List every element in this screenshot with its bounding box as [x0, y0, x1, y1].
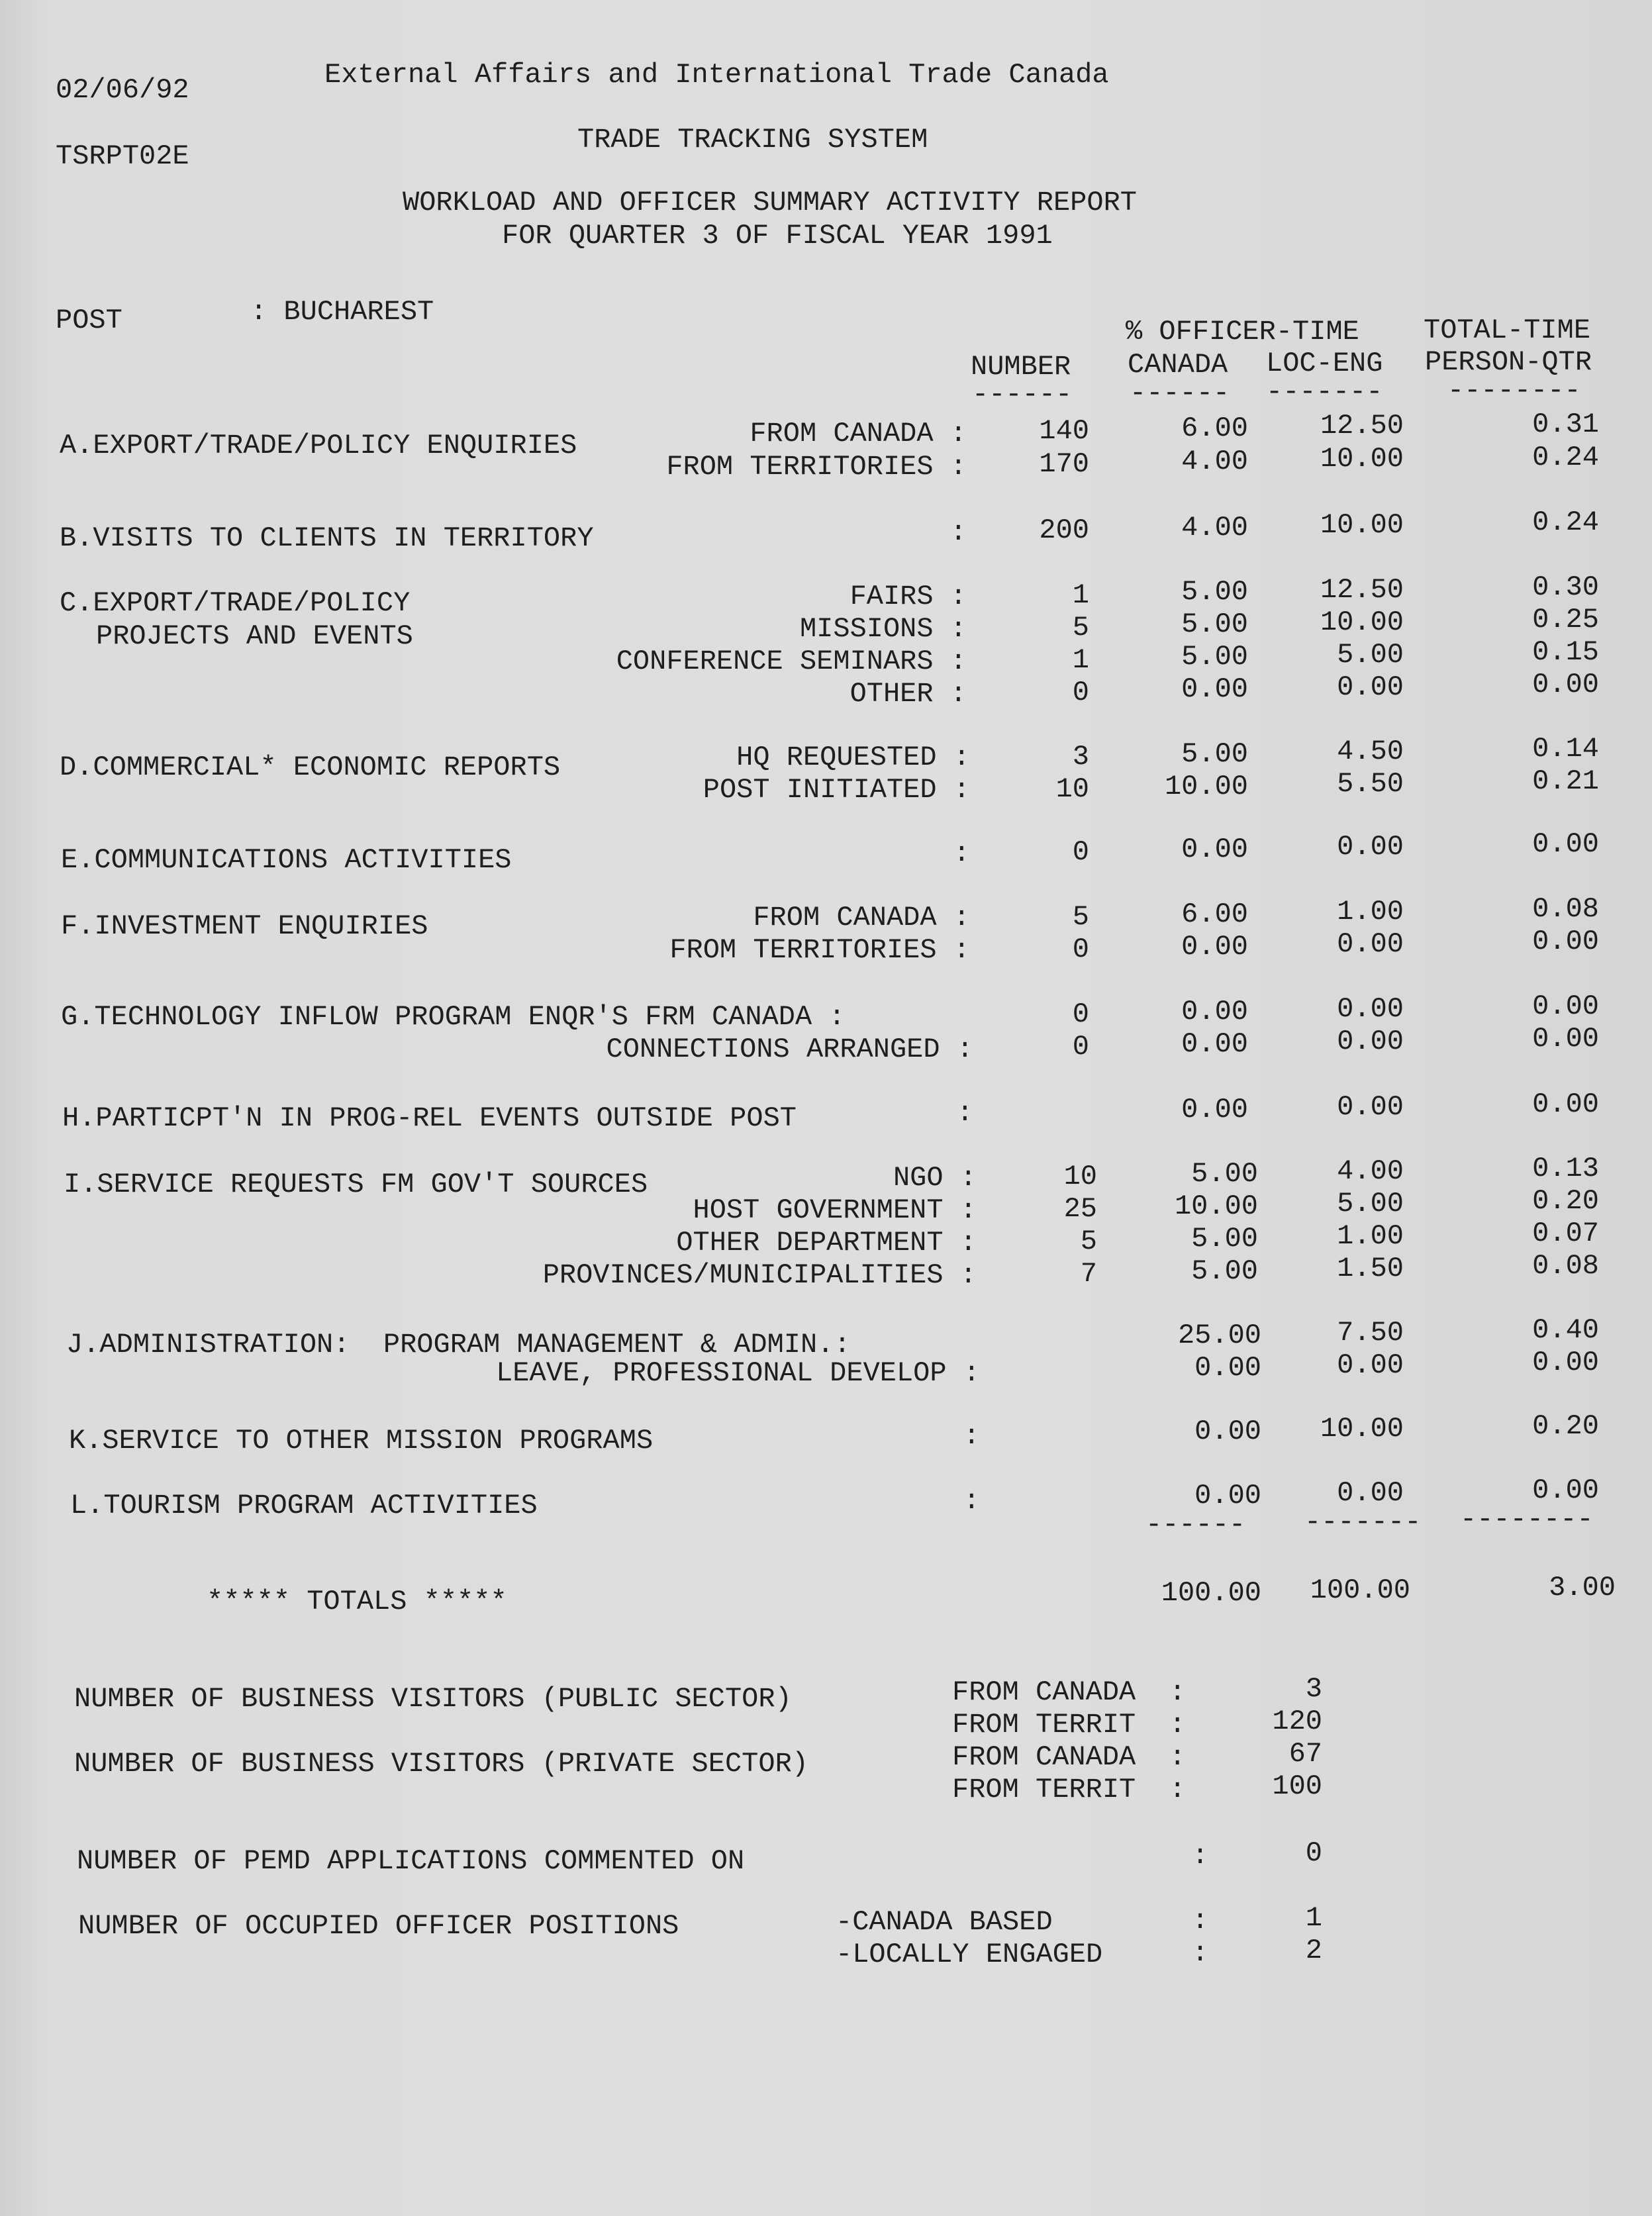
row-person-qtr: 0.07 [1532, 1218, 1599, 1249]
canada-underline: ------ [1130, 377, 1230, 409]
row-sub-label: OTHER : [850, 678, 967, 710]
row-canada: 6.00 [1181, 412, 1248, 444]
row-label: C.EXPORT/TRADE/POLICY [60, 587, 411, 619]
row-loc-eng: 5.50 [1337, 768, 1404, 800]
row-loc-eng: 10.00 [1320, 443, 1404, 475]
row-canada: 0.00 [1181, 1094, 1248, 1126]
row-canada: 4.00 [1181, 446, 1248, 477]
pemd-value: 0 [1305, 1837, 1322, 1869]
row-label: PROJECTS AND EVENTS [96, 620, 413, 652]
row-number: 1 [1072, 579, 1089, 611]
row-person-qtr: 0.20 [1532, 1410, 1599, 1442]
row-person-qtr: 0.00 [1532, 1474, 1599, 1506]
totals-person-qtr: 3.00 [1549, 1572, 1616, 1604]
row-loc-eng: 1.00 [1337, 1220, 1404, 1252]
row-loc-eng: 10.00 [1320, 509, 1404, 541]
row-canada: 25.00 [1177, 1320, 1261, 1351]
row-person-qtr: 0.40 [1532, 1314, 1599, 1346]
system-name: TRADE TRACKING SYSTEM [577, 124, 928, 156]
row-label: G.TECHNOLOGY INFLOW PROGRAM ENQR'S FRM CANADA : [61, 1001, 846, 1033]
positions-type: -CANADA BASED [836, 1906, 1053, 1938]
totals-loc-eng: 100.00 [1310, 1574, 1410, 1606]
row-canada: 0.00 [1181, 931, 1248, 963]
row-loc-eng: 7.50 [1337, 1317, 1404, 1349]
row-person-qtr: 0.24 [1532, 506, 1599, 538]
row-label: F.INVESTMENT ENQUIRIES [61, 910, 428, 942]
pemd-colon: : [1192, 1840, 1209, 1872]
row-number: 10 [1063, 1161, 1097, 1192]
row-person-qtr: 0.00 [1532, 1347, 1599, 1378]
loc-eng-header: LOC-ENG [1266, 348, 1383, 379]
visitors-from: FROM CANADA : [952, 1741, 1186, 1773]
row-number: 5 [1072, 901, 1089, 933]
row-canada: 10.00 [1174, 1190, 1258, 1222]
row-loc-eng: 4.00 [1337, 1155, 1404, 1187]
row-loc-eng: 0.00 [1337, 928, 1404, 960]
row-sub-label: PROVINCES/MUNICIPALITIES : [542, 1259, 977, 1291]
row-person-qtr: 0.00 [1532, 669, 1599, 700]
row-person-qtr: 0.00 [1532, 926, 1599, 957]
visitors-from: FROM TERRIT : [952, 1774, 1186, 1806]
visitors-value: 67 [1288, 1738, 1322, 1770]
row-person-qtr: 0.00 [1532, 1088, 1599, 1120]
row-label: A.EXPORT/TRADE/POLICY ENQUIRIES [60, 430, 577, 461]
row-sub-label: : [949, 516, 967, 548]
row-sub-label: FROM TERRITORIES : [666, 451, 967, 483]
row-person-qtr: 0.21 [1532, 765, 1599, 797]
row-person-qtr: 0.25 [1532, 604, 1599, 636]
row-canada: 0.00 [1194, 1416, 1261, 1447]
row-sub-label: CONNECTIONS ARRANGED : [606, 1034, 973, 1065]
row-label: B.VISITS TO CLIENTS IN TERRITORY [60, 522, 594, 554]
row-loc-eng: 12.50 [1320, 410, 1404, 442]
row-loc-eng: 12.50 [1320, 574, 1404, 606]
report-id: TSRPT02E [56, 140, 189, 172]
report-title: WORKLOAD AND OFFICER SUMMARY ACTIVITY REPORT [403, 187, 1137, 218]
row-person-qtr: 0.14 [1532, 733, 1599, 765]
row-label: K.SERVICE TO OTHER MISSION PROGRAMS [69, 1425, 654, 1457]
row-number: 0 [1072, 836, 1089, 868]
post-label: POST [56, 305, 122, 336]
row-sub-label: : [963, 1420, 980, 1452]
agency-name: External Affairs and International Trade Canada [324, 59, 1109, 91]
total-time-header: TOTAL-TIME [1424, 314, 1591, 346]
row-person-qtr: 0.20 [1532, 1185, 1599, 1217]
row-sub-label: POST INITIATED : [703, 774, 970, 806]
row-person-qtr: 0.30 [1532, 571, 1599, 603]
visitors-public-label: NUMBER OF BUSINESS VISITORS (PUBLIC SECTOR) [74, 1683, 792, 1715]
row-loc-eng: 0.00 [1337, 671, 1404, 703]
row-label: I.SERVICE REQUESTS FM GOV'T SOURCES [64, 1169, 648, 1200]
pemd-label: NUMBER OF PEMD APPLICATIONS COMMENTED ON [77, 1845, 745, 1877]
row-number: 1 [1072, 644, 1089, 676]
row-loc-eng: 5.00 [1337, 1188, 1404, 1220]
row-person-qtr: 0.13 [1532, 1153, 1599, 1184]
row-number: 200 [1039, 514, 1089, 546]
row-canada: 5.00 [1191, 1158, 1258, 1190]
row-loc-eng: 1.00 [1337, 896, 1404, 928]
row-loc-eng: 5.00 [1337, 639, 1404, 671]
totals-canada: 100.00 [1161, 1577, 1261, 1609]
row-canada: 4.00 [1181, 512, 1248, 544]
row-person-qtr: 0.08 [1532, 893, 1599, 925]
row-person-qtr: 0.24 [1532, 442, 1599, 473]
row-person-qtr: 0.00 [1532, 828, 1599, 860]
row-number: 5 [1072, 612, 1089, 644]
row-sub-label: OTHER DEPARTMENT : [676, 1227, 977, 1259]
totals-canada-underline: ------ [1145, 1509, 1246, 1541]
report-date: 02/06/92 [56, 74, 189, 106]
row-sub-label: FROM CANADA : [750, 418, 967, 450]
totals-person-underline: -------- [1460, 1504, 1594, 1535]
positions-label: NUMBER OF OCCUPIED OFFICER POSITIONS [78, 1910, 679, 1942]
row-loc-eng: 0.00 [1337, 831, 1404, 863]
row-sub-label: FROM TERRITORIES : [669, 934, 970, 966]
person-qtr-underline: -------- [1447, 375, 1581, 407]
row-loc-eng: 0.00 [1337, 1477, 1404, 1509]
loc-eng-underline: ------- [1266, 376, 1383, 408]
row-canada: 0.00 [1181, 834, 1248, 865]
row-number: 7 [1080, 1258, 1097, 1290]
totals-loc-eng-underline: ------- [1304, 1506, 1422, 1538]
row-person-qtr: 0.08 [1532, 1250, 1599, 1282]
row-canada: 5.00 [1191, 1255, 1258, 1287]
row-number: 3 [1072, 741, 1089, 773]
row-label: H.PARTICPT'N IN PROG-REL EVENTS OUTSIDE POST [62, 1102, 797, 1134]
row-loc-eng: 4.50 [1337, 736, 1404, 767]
positions-colon: : [1192, 1905, 1209, 1937]
row-number: 0 [1072, 1031, 1089, 1063]
positions-colon: : [1192, 1937, 1209, 1969]
row-number: 5 [1080, 1226, 1097, 1257]
row-canada: 10.00 [1164, 771, 1248, 802]
row-person-qtr: 0.00 [1532, 1023, 1599, 1055]
row-loc-eng: 0.00 [1337, 1091, 1404, 1123]
row-person-qtr: 0.15 [1532, 636, 1599, 668]
row-sub-label: : [963, 1485, 980, 1517]
row-canada: 0.00 [1181, 1028, 1248, 1060]
visitors-value: 100 [1272, 1770, 1322, 1802]
row-canada: 6.00 [1181, 898, 1248, 930]
row-number: 0 [1072, 998, 1089, 1030]
row-canada: 0.00 [1181, 996, 1248, 1028]
row-canada: 5.00 [1191, 1223, 1258, 1255]
row-number: 140 [1039, 415, 1089, 447]
number-header: NUMBER [971, 351, 1071, 383]
row-sub-label: : [953, 838, 970, 869]
row-sub-label: CONFERENCE SEMINARS : [616, 646, 967, 677]
row-loc-eng: 10.00 [1320, 1413, 1404, 1445]
visitors-private-label: NUMBER OF BUSINESS VISITORS (PRIVATE SECTOR) [74, 1748, 808, 1780]
canada-header: CANADA [1128, 349, 1228, 381]
post-value: : BUCHAREST [250, 296, 434, 328]
row-number: 170 [1039, 448, 1089, 480]
visitors-from: FROM TERRIT : [952, 1709, 1186, 1741]
row-loc-eng: 0.00 [1337, 993, 1404, 1025]
positions-value: 2 [1305, 1935, 1322, 1966]
row-canada: 5.00 [1181, 576, 1248, 608]
row-person-qtr: 0.00 [1532, 990, 1599, 1022]
row-number: 25 [1063, 1193, 1097, 1225]
row-canada: 0.00 [1181, 673, 1248, 705]
row-canada: 0.00 [1194, 1480, 1261, 1512]
row-sub-label: NGO : [893, 1162, 977, 1194]
row-label: J.ADMINISTRATION: PROGRAM MANAGEMENT & ADMIN.: [66, 1329, 851, 1361]
row-label: E.COMMUNICATIONS ACTIVITIES [61, 844, 512, 876]
row-loc-eng: 1.50 [1337, 1253, 1404, 1284]
visitors-from: FROM CANADA : [952, 1676, 1186, 1708]
row-person-qtr: 0.31 [1532, 409, 1599, 440]
row-number: 0 [1072, 934, 1089, 965]
row-sub-label: LEAVE, PROFESSIONAL DEVELOP : [496, 1357, 980, 1389]
positions-type: -LOCALLY ENGAGED [836, 1939, 1103, 1970]
row-loc-eng: 0.00 [1337, 1349, 1404, 1381]
row-sub-label: MISSIONS : [799, 613, 967, 645]
visitors-value: 3 [1305, 1673, 1322, 1705]
row-sub-label: : [956, 1097, 973, 1129]
row-canada: 5.00 [1181, 641, 1248, 673]
row-label: D.COMMERCIAL* ECONOMIC REPORTS [60, 751, 561, 783]
row-canada: 5.00 [1181, 738, 1248, 770]
visitors-value: 120 [1272, 1706, 1322, 1737]
row-sub-label: HOST GOVERNMENT : [693, 1194, 977, 1226]
number-underline: ------ [972, 379, 1073, 410]
row-number: 10 [1055, 773, 1089, 805]
officer-time-header: % OFFICER-TIME [1126, 316, 1359, 348]
totals-label: ***** TOTALS ***** [207, 1586, 507, 1617]
report-subtitle: FOR QUARTER 3 OF FISCAL YEAR 1991 [502, 220, 1053, 252]
row-loc-eng: 0.00 [1337, 1026, 1404, 1057]
row-loc-eng: 10.00 [1320, 606, 1404, 638]
row-sub-label: FAIRS : [850, 581, 967, 612]
row-canada: 5.00 [1181, 608, 1248, 640]
row-sub-label: HQ REQUESTED : [736, 742, 970, 773]
row-sub-label: FROM CANADA : [753, 902, 970, 934]
row-label: L.TOURISM PROGRAM ACTIVITIES [70, 1490, 538, 1521]
person-qtr-header: PERSON-QTR [1425, 346, 1592, 378]
row-canada: 0.00 [1194, 1352, 1261, 1384]
row-number: 0 [1072, 677, 1089, 708]
positions-value: 1 [1305, 1902, 1322, 1934]
